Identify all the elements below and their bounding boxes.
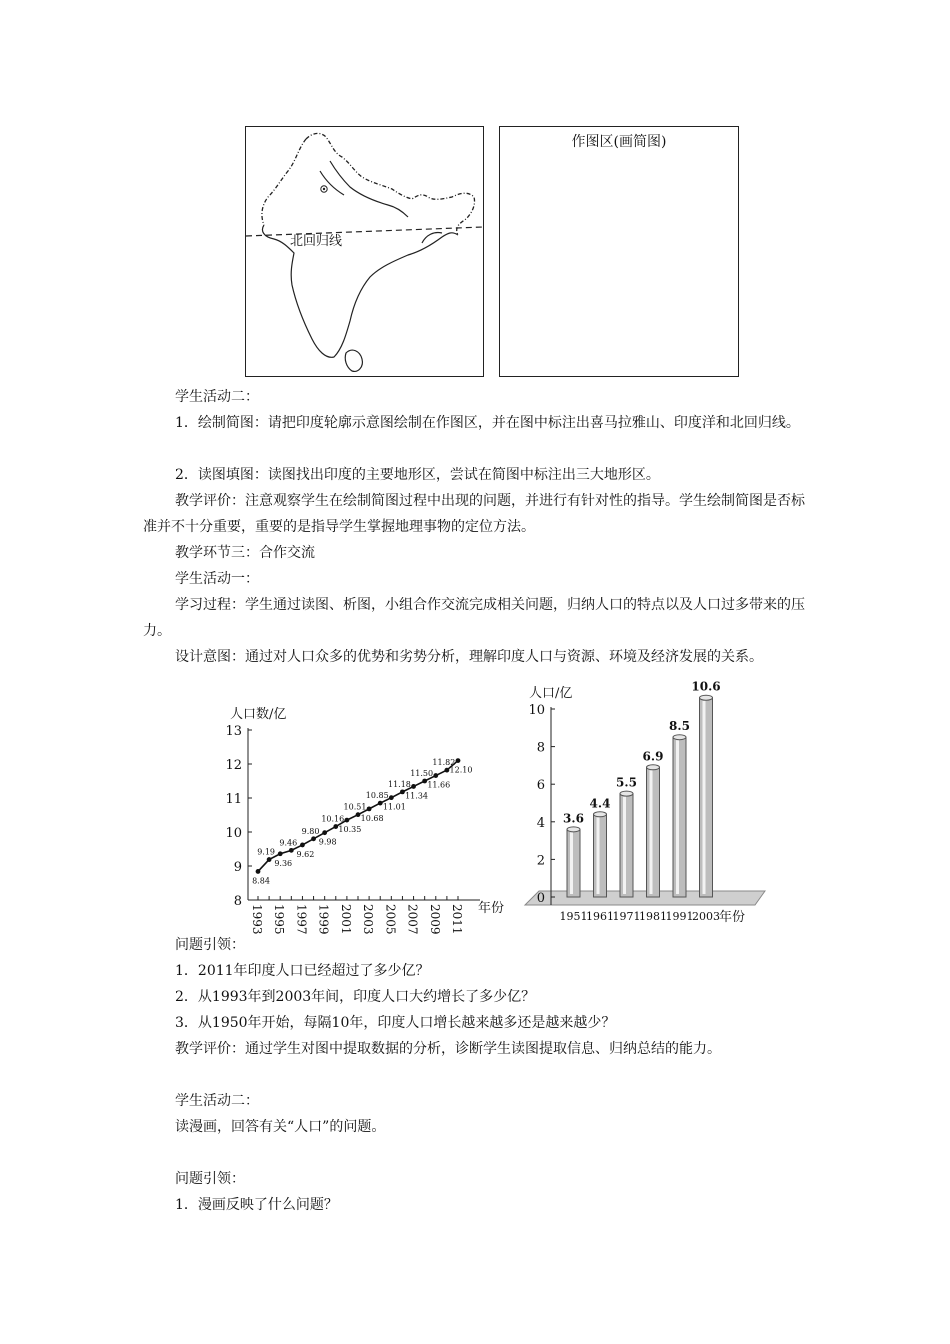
bar-chart-bar (673, 737, 686, 897)
line-chart-data-label: 11.18 (387, 779, 411, 789)
bar-chart-bar-cap (567, 827, 580, 832)
line-chart-point (411, 784, 416, 789)
bar-chart-bar-highlight (676, 740, 679, 894)
bar-chart-bar-cap (673, 735, 686, 740)
comic-question-1: 1．漫画反映了什么问题？ (175, 1197, 338, 1213)
line-chart-data-label: 9.62 (296, 849, 315, 859)
line-chart-xtick-label: 1993 (250, 904, 264, 935)
line-chart-data-label: 9.80 (301, 826, 320, 836)
question-2: 2．从1993年到2003年间，印度人口大约增长了多少亿？ (175, 989, 536, 1005)
line-chart-ytick-label: 10 (225, 826, 242, 841)
line-chart-xtick-label: 2007 (405, 904, 420, 935)
line-chart-data-label: 10.51 (343, 802, 367, 812)
capital-marker (321, 186, 327, 192)
learning-process: 学习过程：学生通过读图、析图，小组合作交流完成相关问题，归纳人口的特点以及人口过多带来的压力。 (143, 597, 805, 639)
drawing-area-title: 作图区(画简图) (571, 134, 667, 150)
population-line-chart (210, 700, 505, 935)
river-ganges (330, 161, 408, 217)
bar-chart-bar-highlight (597, 817, 600, 894)
line-chart-point (256, 869, 261, 874)
student-activity-two-heading-2: 学生活动二： (175, 1093, 259, 1109)
tropic-label: 北回归线 (290, 234, 343, 249)
line-chart-data-label: 12.10 (449, 765, 473, 775)
bar-chart-ylabel: 人口/亿 (529, 686, 573, 701)
bar-chart-bar (620, 794, 633, 897)
bar-chart-data-label: 8.5 (669, 719, 690, 734)
line-chart-xtick-label: 1995 (272, 904, 287, 935)
bar-chart-bar-highlight (650, 770, 653, 894)
teaching-evaluation-1: 教学评价：注意观察学生在绘制简图过程中出现的问题，并进行有针对性的指导。学生绘制简图是否标准并不十分重要，重要的是指导学生掌握地理事物的定位方法。 (143, 493, 805, 535)
line-chart-data-label: 10.35 (338, 825, 362, 835)
line-chart-xtick-label: 2011 (450, 904, 464, 935)
line-chart-ytick-label: 12 (225, 758, 242, 773)
india-outline-map (245, 126, 484, 377)
line-chart-data-label: 10.85 (365, 791, 389, 801)
drawing-area (499, 126, 739, 377)
bar-chart-bar (700, 698, 713, 897)
student-activity-one-heading: 学生活动一： (175, 571, 259, 587)
bar-chart-bar-cap (700, 695, 713, 700)
question-lead-heading-2: 问题引领： (175, 1171, 245, 1187)
teaching-evaluation-2: 教学评价：通过学生对图中提取数据的分析，诊断学生读图提取信息、归纳总结的能力。 (175, 1041, 721, 1057)
line-chart-data-label: 11.34 (405, 791, 429, 801)
bar-chart-xtick-label: 2003 (692, 910, 720, 923)
bar-chart-ytick-label: 6 (536, 778, 545, 794)
bar-chart-data-label: 10.6 (691, 679, 721, 694)
line-chart-point (322, 830, 327, 835)
line-chart-point (433, 773, 438, 778)
line-chart-point (267, 857, 272, 862)
bar-chart-ytick-label: 4 (536, 815, 545, 831)
bar-chart-bar-cap (647, 765, 660, 770)
task-draw-sketch: 1．绘制简图：请把印度轮廓示意图绘制在作图区，并在图中标注出喜马拉雅山、印度洋和北回归线。 (175, 415, 800, 431)
sri-lanka (345, 350, 362, 371)
bar-chart-xtick-label: 1951 (559, 910, 588, 923)
tropic-of-cancer-line (246, 227, 483, 236)
question-3: 3．从1950年开始，每隔10年，印度人口增长越来越多还是越来越少？ (175, 1015, 616, 1031)
bar-chart-bar (567, 829, 580, 897)
bar-chart-xtick-label: 1981 (639, 910, 667, 923)
india-map-drawing (246, 127, 483, 376)
line-chart-data-label: 9.46 (279, 838, 298, 848)
line-chart-point (300, 843, 305, 848)
line-chart-xtick-label: 1997 (294, 904, 309, 935)
line-chart-xtick-label: 2009 (427, 904, 442, 935)
teaching-step-three: 教学环节三：合作交流 (175, 545, 315, 561)
bar-chart-ytick-label: 2 (536, 853, 545, 869)
bar-chart-xtick-label: 1961 (586, 910, 614, 923)
line-chart-ytick-label: 11 (225, 792, 242, 807)
line-chart-ylabel: 人口数/亿 (230, 707, 287, 722)
bar-chart-xtick-label: 1991 (665, 910, 694, 923)
bar-chart-base-platform (525, 891, 765, 905)
india-border-north (306, 133, 475, 235)
line-chart-ytick-label: 8 (233, 894, 242, 909)
bar-chart-bar-cap (620, 791, 633, 796)
line-chart-point (389, 795, 394, 800)
line-chart-data-label: 9.19 (257, 847, 276, 857)
line-chart-point (344, 818, 349, 823)
student-activity-two-heading: 学生活动二： (175, 389, 259, 405)
line-chart-data-label: 11.82 (432, 758, 456, 768)
line-chart-point (289, 848, 294, 853)
line-chart-ytick-label: 9 (233, 860, 242, 875)
line-chart-point (311, 836, 316, 841)
population-bar-chart (515, 679, 775, 930)
line-chart-data-label: 11.66 (427, 780, 451, 790)
line-chart-data-label: 10.68 (360, 813, 384, 823)
line-chart-xtick-label: 2001 (338, 904, 353, 935)
bar-chart-bar-cap (594, 812, 607, 817)
line-chart-ytick-label: 13 (225, 724, 242, 739)
line-chart-xtick-label: 2003 (361, 904, 376, 935)
bar-chart-ytick-label: 8 (536, 740, 545, 756)
question-lead-heading-1: 问题引领： (175, 937, 245, 953)
bar-chart-xlabel: 年份 (719, 910, 746, 925)
river-indus (320, 171, 344, 195)
line-chart-point (367, 806, 372, 811)
line-chart-data-label: 11.50 (410, 769, 434, 778)
bar-chart-bar-highlight (703, 701, 706, 894)
bar-chart-bar-highlight (623, 797, 626, 894)
task-read-map: 2．读图填图：读图找出印度的主要地形区，尝试在简图中标注出三大地形区。 (175, 467, 660, 483)
east-border (422, 232, 442, 243)
comic-instruction: 读漫画，回答有关“人口”的问题。 (175, 1119, 386, 1135)
bar-chart-data-label: 5.5 (616, 775, 637, 790)
line-chart-xlabel: 年份 (478, 901, 505, 916)
bar-chart-bar-highlight (570, 832, 573, 894)
bar-chart-data-label: 3.6 (563, 811, 584, 826)
line-chart-data-label: 8.84 (252, 876, 270, 886)
bar-chart-data-label: 4.4 (589, 796, 611, 811)
line-chart-xtick-label: 1999 (316, 904, 331, 935)
line-chart-xtick-label: 2005 (383, 904, 398, 935)
bar-chart-bar (594, 814, 607, 897)
bar-chart-bar (647, 767, 660, 897)
line-chart-data-label: 9.98 (318, 837, 337, 847)
line-chart-data-label: 9.36 (274, 858, 293, 868)
line-chart-point (278, 851, 283, 856)
bar-chart-xtick-label: 1971 (612, 910, 641, 923)
line-chart-data-label: 10.16 (321, 814, 345, 824)
bar-chart-ytick-label: 10 (528, 703, 545, 718)
line-chart-point (456, 758, 461, 763)
line-chart-data-label: 11.01 (382, 802, 406, 812)
india-border-west (262, 139, 306, 225)
bar-chart-data-label: 6.9 (642, 749, 664, 764)
design-intent: 设计意图：通过对人口众多的优势和劣势分析，理解印度人口与资源、环境及经济发展的关系。 (175, 649, 763, 665)
bar-chart-ytick-label: 0 (536, 891, 545, 906)
question-1: 1．2011年印度人口已经超过了多少亿？ (175, 963, 430, 979)
